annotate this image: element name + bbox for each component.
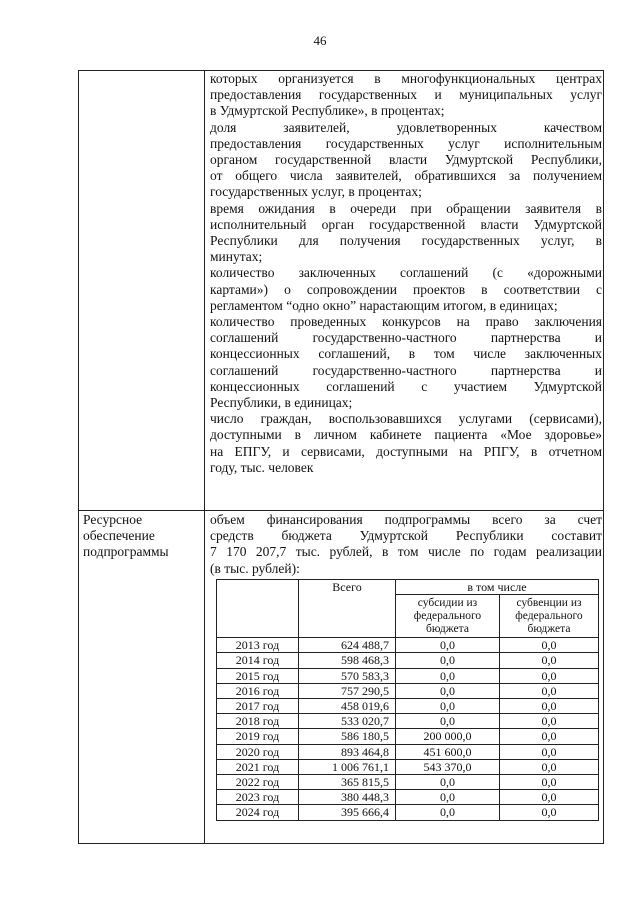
- resource-text-line: (в тыс. рублей):: [210, 560, 300, 576]
- table-row: [217, 744, 599, 759]
- indicators-text: [210, 71, 602, 476]
- total-cell: 458 019,6: [299, 699, 396, 714]
- total-cell: 586 180,5: [299, 729, 396, 744]
- year-cell: 2023 год: [217, 790, 299, 805]
- subsidies-cell: 0,0: [396, 805, 500, 820]
- table-row: [217, 729, 599, 744]
- total-cell: 893 464,8: [299, 744, 396, 759]
- subsidies-cell: 0,0: [396, 683, 500, 698]
- subventions-cell: 0,0: [500, 668, 599, 683]
- subsidies-cell: 451 600,0: [396, 744, 500, 759]
- text-line: количество проведенных конкурсов на право заключения: [210, 314, 602, 330]
- table-row: [217, 775, 599, 790]
- year-cell: 2019 год: [217, 729, 299, 744]
- row-divider: [78, 510, 604, 511]
- subsidies-cell: 0,0: [396, 699, 500, 714]
- text-line: концессионных соглашений с участием Удмуртской: [210, 378, 602, 394]
- finance-year-header: [217, 580, 299, 638]
- finance-including-header: в том числе: [396, 580, 599, 595]
- total-cell: 624 488,7: [299, 638, 396, 653]
- year-cell: 2021 год: [217, 759, 299, 774]
- text-line: на ЕПГУ, и сервисами, доступными на РПГУ, в отчетном: [210, 443, 602, 459]
- subsidies-cell: 0,0: [396, 775, 500, 790]
- text-line: от общего числа заявителей, обратившихся за получением: [210, 168, 602, 184]
- resource-label-line: обеспечение: [83, 528, 155, 544]
- year-cell: 2020 год: [217, 744, 299, 759]
- total-cell: 598 468,3: [299, 653, 396, 668]
- year-cell: 2013 год: [217, 638, 299, 653]
- text-line: концессионных соглашений, в том числе заключенных: [210, 346, 602, 362]
- text-line: соглашений государственно-частного партнерства и: [210, 330, 602, 346]
- finance-table: [216, 579, 599, 821]
- table-row: [217, 683, 599, 698]
- page-number: 46: [313, 33, 327, 48]
- resource-text-line: средств бюджета Удмуртской Республики составит: [210, 528, 602, 544]
- text-line: органом государственной власти Удмуртской Республики,: [210, 152, 602, 168]
- subventions-cell: 0,0: [500, 805, 599, 820]
- text-line: исполнительный орган государственной власти Удмуртской: [210, 216, 602, 232]
- subsidies-cell: 0,0: [396, 790, 500, 805]
- total-cell: 1 006 761,1: [299, 759, 396, 774]
- resource-text: [210, 512, 602, 577]
- text-line: Республики для получения государственных услуг, в: [210, 233, 602, 249]
- resource-text-line: объем финансирования подпрограммы всего за счет: [210, 512, 602, 527]
- resource-label-line: подпрограммы: [83, 544, 169, 560]
- text-line: предоставления государственных и муниципальных услуг: [210, 87, 602, 103]
- total-cell: 533 020,7: [299, 714, 396, 729]
- year-cell: 2016 год: [217, 683, 299, 698]
- resource-text-line: 7 170 207,7 тыс. рублей, в том числе по годам реализации: [210, 544, 602, 560]
- subventions-cell: 0,0: [500, 729, 599, 744]
- table-row: [217, 668, 599, 683]
- subventions-cell: 0,0: [500, 653, 599, 668]
- text-line: в Удмуртской Республике», в процентах;: [210, 103, 445, 119]
- subsidies-cell: 543 370,0: [396, 759, 500, 774]
- total-cell: 570 583,3: [299, 668, 396, 683]
- year-cell: 2024 год: [217, 805, 299, 820]
- finance-total-header: Всего: [299, 580, 396, 638]
- finance-subsidies-header: субсидии из федерального бюджета: [396, 595, 500, 638]
- text-line: время ожидания в очереди при обращении заявителя в: [210, 200, 602, 216]
- subsidies-cell: 0,0: [396, 714, 500, 729]
- text-line: которых организуется в многофункциональных центрах: [210, 71, 602, 86]
- subsidies-cell: 0,0: [396, 638, 500, 653]
- year-cell: 2018 год: [217, 714, 299, 729]
- year-cell: 2014 год: [217, 653, 299, 668]
- subsidies-cell: 0,0: [396, 668, 500, 683]
- subsidies-cell: 200 000,0: [396, 729, 500, 744]
- text-line: доступными в личном кабинете пациента «Мое здоровье»: [210, 427, 602, 443]
- resource-label-line: Ресурсное: [83, 512, 143, 527]
- subventions-cell: 0,0: [500, 638, 599, 653]
- text-line: государственных услуг, в процентах;: [210, 184, 422, 200]
- text-line: предоставления государственных услуг исполнительным: [210, 135, 602, 151]
- table-row: [217, 759, 599, 774]
- text-line: году, тыс. человек: [210, 459, 314, 475]
- table-row: [217, 790, 599, 805]
- text-line: доля заявителей, удовлетворенных качеством: [210, 119, 602, 135]
- table-row: [217, 699, 599, 714]
- subventions-cell: 0,0: [500, 683, 599, 698]
- table-row: [217, 653, 599, 668]
- text-line: количество заключенных соглашений (с «дорожными: [210, 265, 602, 281]
- column-divider: [204, 70, 205, 844]
- finance-table-body: [217, 638, 599, 820]
- subventions-cell: 0,0: [500, 699, 599, 714]
- table-row: [217, 805, 599, 820]
- finance-subventions-header: субвенции из федерального бюджета: [500, 595, 599, 638]
- subventions-cell: 0,0: [500, 759, 599, 774]
- total-cell: 757 290,5: [299, 683, 396, 698]
- text-line: минутах;: [210, 249, 263, 265]
- text-line: регламентом “одно окно” нарастающим итогом, в единицах;: [210, 297, 558, 313]
- subventions-cell: 0,0: [500, 790, 599, 805]
- year-cell: 2015 год: [217, 668, 299, 683]
- text-line: Республики, в единицах;: [210, 395, 353, 411]
- subventions-cell: 0,0: [500, 714, 599, 729]
- total-cell: 365 815,5: [299, 775, 396, 790]
- text-line: картами») о сопровождении проектов в соответствии с: [210, 281, 602, 297]
- text-line: соглашений государственно-частного партнерства и: [210, 362, 602, 378]
- subventions-cell: 0,0: [500, 744, 599, 759]
- subventions-cell: 0,0: [500, 775, 599, 790]
- table-row: [217, 638, 599, 653]
- resource-label: [83, 512, 201, 561]
- total-cell: 380 448,3: [299, 790, 396, 805]
- year-cell: 2022 год: [217, 775, 299, 790]
- table-row: [217, 714, 599, 729]
- text-line: число граждан, воспользовавшихся услугами (сервисами),: [210, 411, 602, 427]
- subsidies-cell: 0,0: [396, 653, 500, 668]
- total-cell: 395 666,4: [299, 805, 396, 820]
- year-cell: 2017 год: [217, 699, 299, 714]
